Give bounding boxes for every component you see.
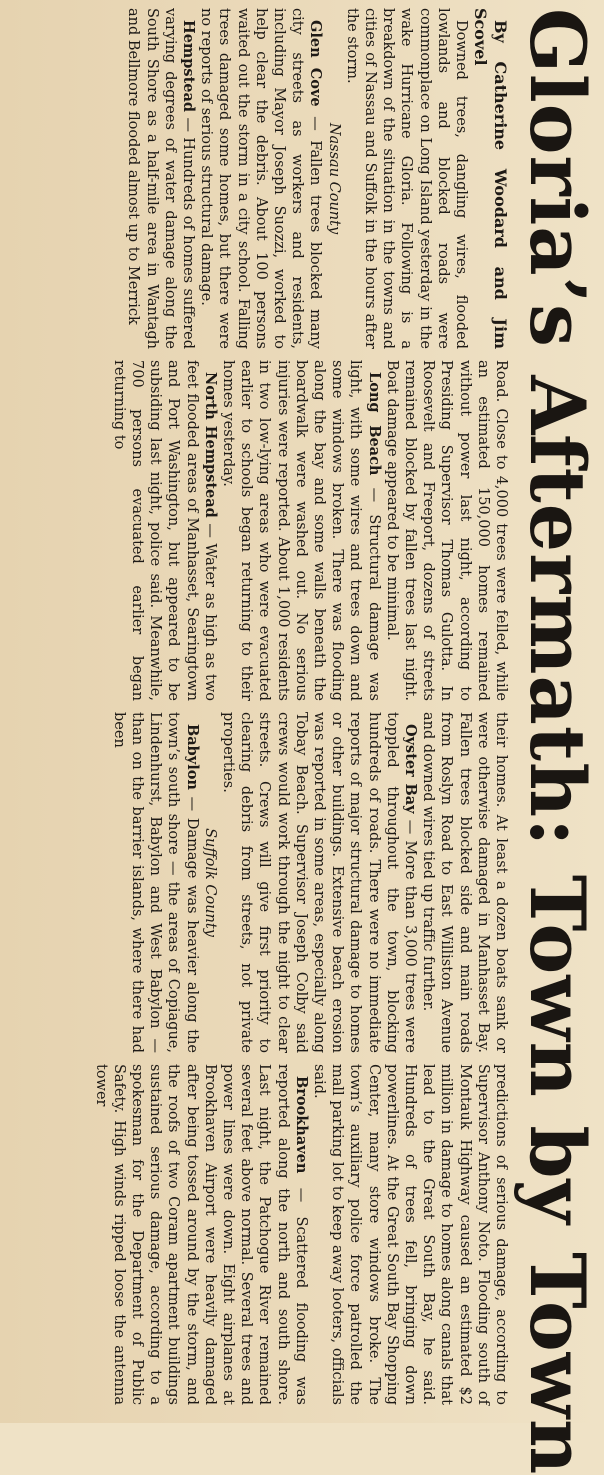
article-column-2 <box>91 360 510 701</box>
county-heading: Nassau County <box>325 122 342 235</box>
article-columns <box>91 8 510 1405</box>
town-name: Hempstead <box>179 20 197 113</box>
town-text: — Water as high as two feet flooded areas of Manhasset, Searingtown and Port Washington, but appeared to be subsiding last night, police said. Meanwhile, 700 persons evacuated earlier began returning to <box>110 360 218 701</box>
headline: Gloria’s Aftermath: Town by Town <box>513 8 602 1475</box>
paragraph-continued: Road. Close to 4,000 trees were felled, while an estimated 150,000 homes remained without power last night, according to Presiding Supervisor Thomas Gulotta. In Roosevelt and Freeport, dozens of streets remained blocked by fallen trees last night. Boat damage appeared to be minimal. <box>383 360 509 701</box>
byline: By Catherine Woodard and Jim Scovel <box>471 8 510 349</box>
town-paragraph <box>197 8 324 349</box>
town-name: Babylon <box>183 724 201 790</box>
town-name: Long Beach <box>365 372 383 476</box>
town-text: — Fallen trees blocked many city streets as workers and residents, including Mayor Joseph Suozzi, worked to help clear the debris. About 100 persons waited out the storm in a city school. Falling trees damaged some homes, but there were no reports of serious structural damage. <box>198 8 324 350</box>
town-text: — Scattered flooding was reported along the north and south shore. Last night, the Patchogue River remained several feet above normal. Several trees and power lines were down. Eight airplanes at Brookhaven Airport were heavily damaged after being tossed around by the storm, and the roofs of two Coram apartment buildings sustained serious damage, according to a spokesman for the Department of Public Safety. High winds ripped loose the antenna tower <box>92 1064 309 1405</box>
town-name: Brookhaven <box>292 1076 310 1174</box>
town-name: North Hempstead <box>201 372 219 518</box>
paragraph-continued: their homes. At least a dozen boats sank or were otherwise damaged in Manhasset Bay. Fallen trees blocked side and main roads from Roslyn Road to East Williston Avenue and downed wires tied up traffic further. <box>420 712 509 1053</box>
town-paragraph <box>124 8 197 349</box>
article-column-3 <box>91 712 510 1053</box>
town-text: — More than 3,000 trees were toppled throughout the town, blocking hundreds of roads. There were no immediate reports of major structural damage to homes or other buildings. Extensive beach erosion was reported in some areas, especially along Tobay Beach. Supervisor Joseph Colby said crews would work through the night to clear streets. Crews will give first priority to clearing debris from streets, not private properties. <box>219 712 418 1053</box>
town-name: Glen Cove <box>307 20 325 107</box>
town-text: — Structural damage was light, with some wires and trees down and some windows broken. There was flooding along the bay and some walls beneath the boardwalk were washed out. No serious injuries were reported. About 1,000 residents in two low-lying areas who were evacuated earlier to schools began returning to their homes yesterday. <box>219 360 382 702</box>
town-paragraph <box>110 360 219 701</box>
article-column-4 <box>91 1064 510 1405</box>
town-text: — Damage was heavier along the town’s south shore — the areas of Copiague, Lindenhurst, Babylon and West Babylon — than on the barrier islands, where there had been <box>110 712 200 1053</box>
county-heading: Suffolk County <box>201 828 218 937</box>
town-paragraph <box>219 360 383 701</box>
town-text: — Hundreds of homes suffered varying degrees of water damage along the South Shore as a half-mile area in Wantagh and Bellmore flooded almost up to Merrick <box>125 8 196 349</box>
paragraph: Downed trees, dangling wires, flooded lowlands and blocked roads were commonplace on Long Island yesterday in the wake Hurricane Gloria. Following is a breakdown of the situation in the towns and cities of Nassau and Suffolk in the hours after the storm. <box>343 8 469 349</box>
town-name: Oyster Bay <box>401 724 419 814</box>
article-column-1 <box>91 8 510 349</box>
town-paragraph <box>91 1064 309 1405</box>
paragraph-continued: predictions of serious damage, according to Supervisor Anthony Noto. Flooding south of Montauk Highway caused an estimated $2 million in damage to homes along canals that lead to the Great South Bay, he said. Hundreds of trees fell, bringing down powerlines. At the Great South Bay Shopping Center, many store windows broke. The town’s auxiliary police force patrolled the mall parking lot to keep away looters, officials said. <box>310 1064 509 1405</box>
town-paragraph <box>219 712 419 1053</box>
town-paragraph <box>110 712 201 1053</box>
